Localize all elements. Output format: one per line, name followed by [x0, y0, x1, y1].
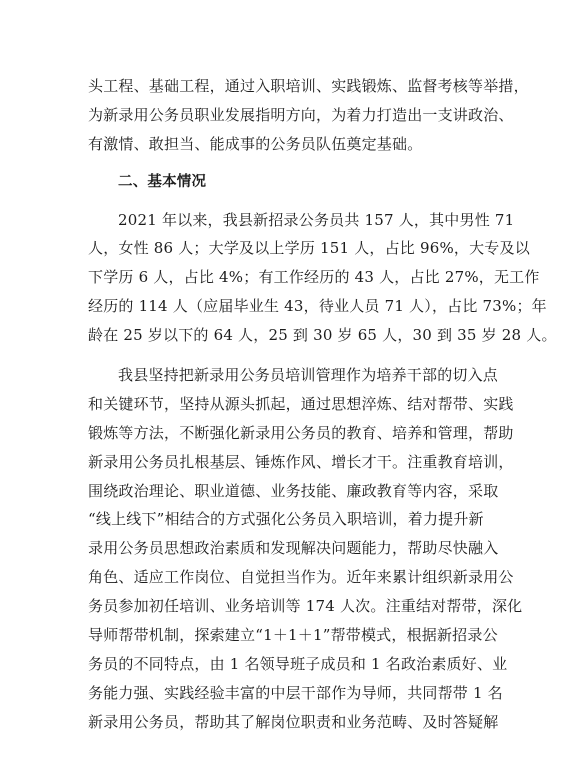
paragraph2-line: 我县坚持把新录用公务员培训管理作为培养干部的切入点: [118, 366, 499, 385]
paragraph1-line: 下学历 6 人，占比 4%；有工作经历的 43 人，占比 27%，无工作: [88, 268, 540, 287]
intro-line: 头工程、基础工程，通过入职培训、实践锻炼、监督考核等举措，: [88, 77, 529, 95]
paragraph2-line: 务员参加初任培训、业务培训等 174 人次。注重结对帮带，深化: [88, 597, 523, 616]
paragraph2-line: 导师帮带机制，探索建立“1＋1＋1”帮带模式，根据新招录公: [88, 626, 498, 645]
paragraph2-line: 锻炼等方法，不断强化新录用公务员的教育、培养和管理，帮助: [88, 423, 514, 442]
paragraph2-line: 角色、适应工作岗位、自觉担当作为。近年来累计组织新录用公: [88, 568, 514, 587]
paragraph2-line: 新录用公务员，帮助其了解岗位职责和业务范畴、及时答疑解: [88, 712, 499, 731]
intro-line: 为新录用公务员职业发展指明方向，为着力打造出一支讲政治、: [88, 105, 514, 124]
paragraph2-line: 务员的不同特点，由 1 名领导班子成员和 1 名政治素质好、业: [88, 654, 508, 673]
paragraph1-line: 人，女性 86 人；大学及以上学历 151 人，占比 96%，大专及以: [88, 239, 530, 258]
document-body: [88, 72, 557, 737]
paragraph1-line: 经历的 114 人（应届毕业生 43，待业人员 71 人），占比 73%；年: [88, 297, 547, 316]
paragraph2-line: 录用公务员思想政治素质和发现解决问题能力，帮助尽快融入: [88, 539, 499, 558]
paragraph2-line: “线上线下”相结合的方式强化公务员入职培训，着力提升新: [88, 510, 484, 529]
paragraph1-line: 2021 年以来，我县新招录公务员共 157 人，其中男性 71: [118, 210, 515, 229]
paragraph2-line: 务能力强、实践经验丰富的中层干部作为导师，共同帮带 1 名: [88, 683, 503, 702]
section-heading: 二、基本情况: [118, 173, 207, 190]
intro-line: 有激情、敢担当、能成事的公务员队伍奠定基础。: [88, 134, 423, 153]
paragraph2-line: 围绕政治理论、职业道德、业务技能、廉政教育等内容，采取: [88, 481, 499, 500]
paragraph2-line: 新录用公务员扎根基层、锤炼作风、增长才干。注重教育培训，: [88, 452, 514, 471]
paragraph1-line: 龄在 25 岁以下的 64 人，25 到 30 岁 65 人，30 到 35 岁 28 人。: [88, 326, 557, 345]
paragraph2-line: 和关键环节，坚持从源头抓起，通过思想淬炼、结对帮带、实践: [88, 394, 514, 413]
